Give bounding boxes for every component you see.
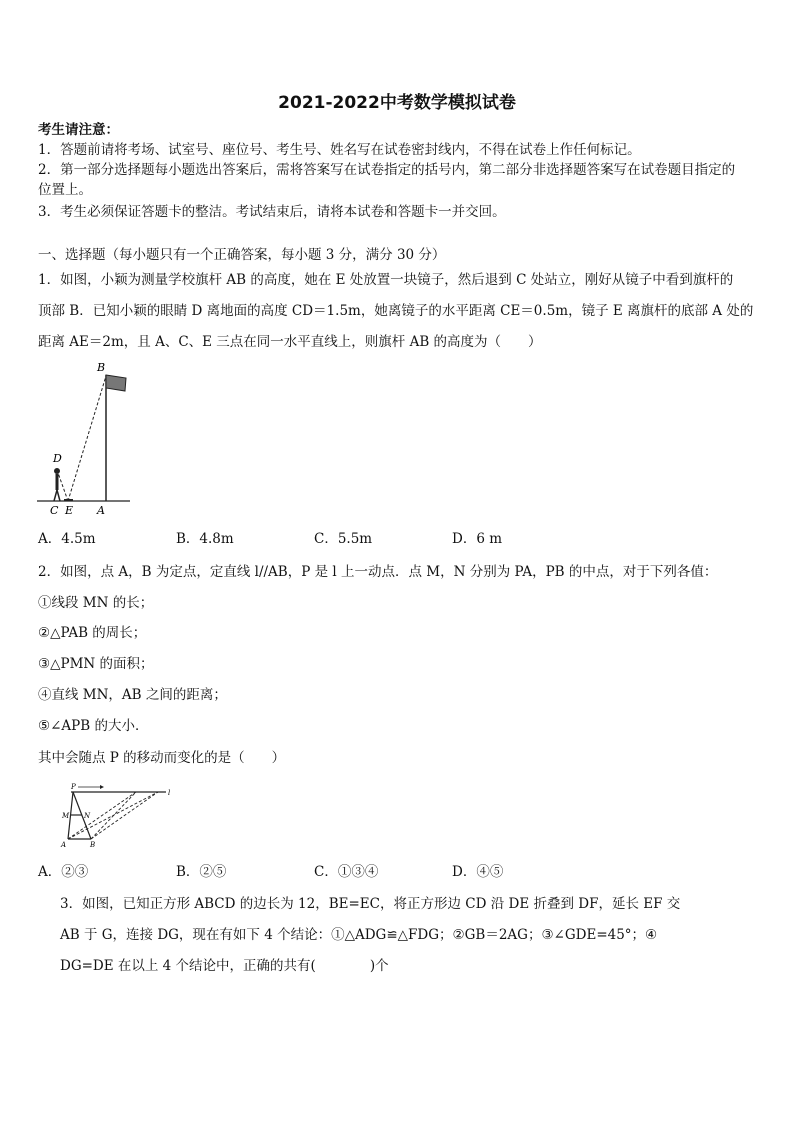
option-a: A．4.5m — [38, 531, 96, 547]
label-A: A — [61, 841, 67, 849]
option-d: D．④⑤ — [452, 864, 504, 880]
label-M: M — [62, 812, 70, 820]
page-title: 2021-2022中考数学模拟试卷 — [278, 93, 516, 113]
question-3-line: 3．如图，已知正方形 ABCD 的边长为 12，BE=EC，将正方形边 CD 沿 DE 折叠到 DF，延长 EF 交 — [60, 896, 681, 912]
question-3-line: DG=DE 在以上 4 个结论中，正确的共有( )个 — [60, 958, 389, 974]
question-2-item: ⑤∠APB 的大小． — [38, 718, 149, 734]
label-D: D — [53, 452, 62, 465]
option-b: B．②⑤ — [176, 864, 227, 880]
question-2-question: 其中会随点 P 的移动而变化的是（ ） — [38, 750, 286, 766]
midpoint-figure — [58, 780, 183, 850]
label-P: P — [71, 783, 76, 791]
question-1-line: 1．如图，小颖为测量学校旗杆 AB 的高度，她在 E 处放置一块镜子，然后退到 C 处站立，刚好从镜子中看到旗杆的 — [38, 272, 734, 288]
notice-item: 3．考生必须保证答题卡的整洁。考试结束后，请将本试卷和答题卡一并交回。 — [38, 204, 506, 220]
question-1-line: 顶部 B．已知小颖的眼睛 D 离地面的高度 CD＝1.5m，她离镜子的水平距离 CE＝0.5m，镜子 E 离旗杆的底部 A 处的 — [38, 303, 754, 319]
label-E: E — [65, 504, 74, 517]
notice-item: 2．第一部分选择题每小题选出答案后，需将答案写在试卷指定的括号内，第二部分非选择题答案写在试卷题目指定的 — [38, 162, 736, 178]
notice-item: 位置上。 — [38, 182, 92, 198]
label-N: N — [84, 812, 91, 820]
label-C: C — [50, 504, 59, 517]
option-a: A．②③ — [38, 864, 89, 880]
option-d: D．6 m — [452, 531, 503, 547]
question-2-item: ③△PMN 的面积； — [38, 656, 154, 672]
option-c: C．5.5m — [314, 531, 373, 547]
label-A: A — [97, 504, 105, 517]
label-l: l — [168, 789, 171, 797]
label-B: B — [90, 841, 96, 849]
notice-heading: 考生请注意： — [38, 122, 119, 138]
question-2-item: ④直线 MN，AB 之间的距离； — [38, 687, 227, 703]
section-heading: 一、选择题（每小题只有一个正确答案，每小题 3 分，满分 30 分） — [38, 247, 446, 263]
question-3-line: AB 于 G，连接 DG，现在有如下 4 个结论：①△ADG≌△FDG；②GB＝2AG；③∠GDE=45°；④ — [60, 927, 658, 943]
label-B: B — [97, 361, 106, 374]
question-1-line: 距离 AE＝2m，且 A、C、E 三点在同一水平直线上，则旗杆 AB 的高度为（ ） — [38, 334, 542, 350]
question-2-item: ①线段 MN 的长； — [38, 595, 154, 611]
option-c: C．①③④ — [314, 864, 379, 880]
notice-item: 1．答题前请将考场、试室号、座位号、考生号、姓名写在试卷密封线内，不得在试卷上作任何标记。 — [38, 142, 641, 158]
option-b: B．4.8m — [176, 531, 234, 547]
flagpole-figure — [35, 358, 135, 520]
question-2-stem: 2．如图，点 A，B 为定点，定直线 l//AB，P 是 l 上一动点．点 M，N 分别为 PA，PB 的中点，对于下列各值： — [38, 564, 718, 580]
question-2-item: ②△PAB 的周长； — [38, 625, 147, 641]
